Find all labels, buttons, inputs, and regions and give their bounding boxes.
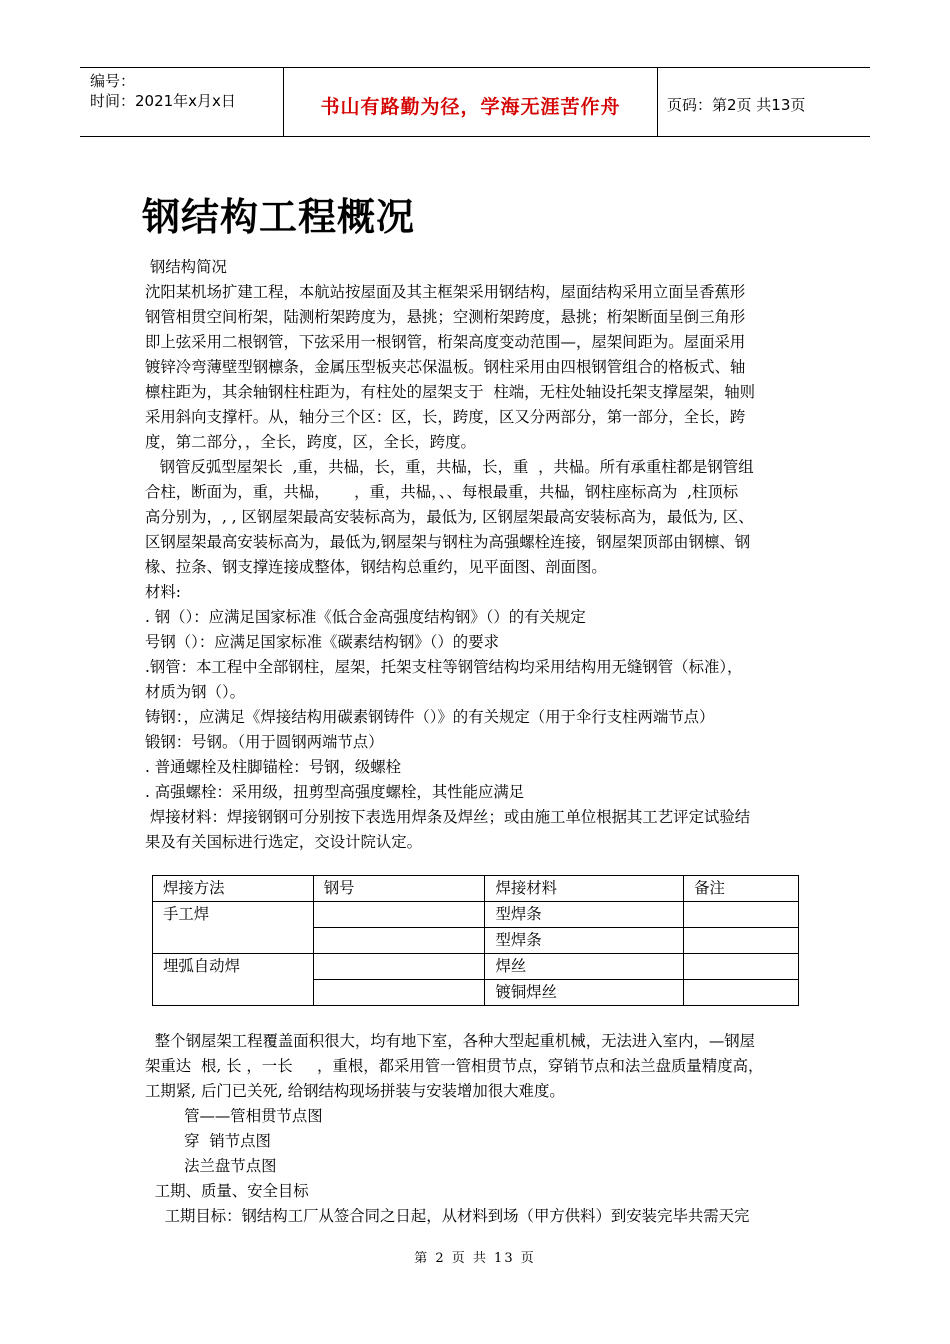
body-line: 管——管相贯节点图 — [145, 1107, 323, 1125]
header-number: 编号： — [90, 72, 136, 90]
body-line: 采用斜向支撑杆。从，轴分三个区：区，长，跨度，区又分两部分，第一部分，全长，跨 — [145, 408, 746, 426]
body-line: 即上弦采用二根钢管，下弦采用一根钢管，桁架高度变动范围—，屋架间距为。屋面采用 — [145, 333, 746, 351]
body-line: .钢管：本工程中全部钢柱，屋架，托架支柱等钢管结构均采用结构用无缝钢管（标准）， — [145, 658, 743, 676]
body-line: 度，第二部分，，全长，跨度，区，全长，跨度。 — [145, 433, 476, 451]
body-line: 材料: — [145, 583, 181, 601]
body-line: 工期、质量、安全目标 — [145, 1182, 309, 1200]
table-cell-material: 焊丝 — [485, 954, 684, 980]
body-line: 整个钢屋架工程覆盖面积很大，均有地下室，各种大型起重机械，无法进入室内，—钢屋 — [145, 1032, 756, 1050]
body-line: 穿 销节点图 — [145, 1132, 271, 1150]
body-line: 铸钢：，应满足《焊接结构用碳素钢铸件（）》的有关规定（用于伞行支柱两端节点） — [145, 708, 715, 726]
body-line: 架重达 根, 长 ，一长 ，重根，都采用管一管相贯节点，穿销节点和法兰盘质量精度高， — [145, 1057, 764, 1075]
body-line: 工期紧, 后门已关死, 给钢结构现场拼装与安装增加很大难度。 — [145, 1082, 565, 1100]
page-header — [80, 67, 870, 137]
body-line: . 普通螺栓及柱脚锚栓：号钢，级螺栓 — [145, 758, 402, 776]
header-time: 时间：2021年x月x日 — [90, 92, 236, 110]
body-line: . 钢（）：应满足国家标准《低合金高强度结构钢》（）的有关规定 — [145, 608, 586, 626]
table-header-cell: 焊接方法 — [153, 876, 314, 902]
body-line: 钢管相贯空间桁架，陆测桁架跨度为，悬挑；空测桁架跨度，悬挑；桁架断面呈倒三角形 — [145, 308, 746, 326]
table-cell-material: 型焊条 — [485, 902, 684, 928]
body-line: 高分别为，, , 区钢屋架最高安装标高为，最低为, 区钢屋架最高安装标高为，最低为, 区、 — [145, 508, 754, 526]
body-line: 工期目标：钢结构工厂从签合同之日起，从材料到场（甲方供料）到安装完毕共需天完 — [145, 1207, 750, 1225]
body-line: . 高强螺栓：采用级，扭剪型高强度螺栓，其性能应满足 — [145, 783, 525, 801]
body-line: 果及有关国标进行选定，交设计院认定。 — [145, 833, 423, 851]
header-page-number: 页码：第2页 共13页 — [667, 96, 806, 114]
body-line: 合柱，断面为，重，共榀， ，重，共榀，、、每根最重，共榀，钢柱座标高为 ,柱顶标 — [145, 483, 739, 501]
document-title: 钢结构工程概况 — [142, 195, 416, 239]
body-line: 号钢（）：应满足国家标准《碳素结构钢》（）的要求 — [145, 633, 499, 651]
table-cell — [684, 902, 799, 928]
table-cell-method: 手工焊 — [153, 902, 314, 954]
body-line: 锻钢：号钢。（用于圆钢两端节点） — [145, 733, 384, 751]
body-line: 法兰盘节点图 — [145, 1157, 277, 1175]
body-line: 材质为钢（）。 — [145, 683, 246, 701]
table-header-cell: 焊接材料 — [485, 876, 684, 902]
table-row — [153, 954, 799, 980]
table-cell — [684, 980, 799, 1006]
body-line: 焊接材料：焊接钢钢可分别按下表选用焊条及焊丝；或由施工单位根据其工艺评定试验结 — [145, 808, 751, 826]
page-footer: 第 2 页 共 13 页 — [414, 1251, 536, 1266]
header-page-cell — [657, 68, 870, 136]
table-cell — [313, 902, 485, 928]
table-cell — [684, 928, 799, 954]
body-line: 钢结构简况 — [145, 258, 227, 276]
table-header-row — [153, 876, 799, 902]
body-line: 钢管反弧型屋架长 ,重，共榀，长，重，共榀，长，重 ，共榀。所有承重柱都是钢管组 — [145, 458, 754, 476]
table-row — [153, 902, 799, 928]
header-meta-cell — [80, 68, 283, 136]
table-cell-method: 埋弧自动焊 — [153, 954, 314, 1006]
table-cell — [313, 928, 485, 954]
table-header-cell: 备注 — [684, 876, 799, 902]
table-cell — [684, 954, 799, 980]
table-cell — [313, 954, 485, 980]
header-motto: 书山有路勤为径，学海无涯苦作舟 — [320, 96, 621, 118]
body-line: 椽、拉条、钢支撑连接成整体，钢结构总重约，见平面图、剖面图。 — [145, 558, 607, 576]
table-header-cell: 钢号 — [313, 876, 485, 902]
body-line: 区钢屋架最高安装标高为，最低为,钢屋架与钢柱为高强螺栓连接，钢屋架顶部由钢檩、钢 — [145, 533, 751, 551]
body-line: 檩柱距为，其余轴钢柱柱距为，有柱处的屋架支于 柱端，无柱处轴设托架支撑屋架，轴则 — [145, 383, 756, 401]
header-motto-cell — [283, 68, 658, 136]
table-cell-material: 型焊条 — [485, 928, 684, 954]
table-cell-material: 镀铜焊丝 — [485, 980, 684, 1006]
body-line: 沈阳某机场扩建工程，本航站按屋面及其主框架采用钢结构，屋面结构采用立面呈香蕉形 — [145, 283, 746, 301]
body-line: 镀锌冷弯薄壁型钢檩条，金属压型板夹芯保温板。钢柱采用由四根钢管组合的格板式、轴 — [145, 358, 746, 376]
welding-materials-table — [152, 875, 799, 1006]
table-cell — [313, 980, 485, 1006]
